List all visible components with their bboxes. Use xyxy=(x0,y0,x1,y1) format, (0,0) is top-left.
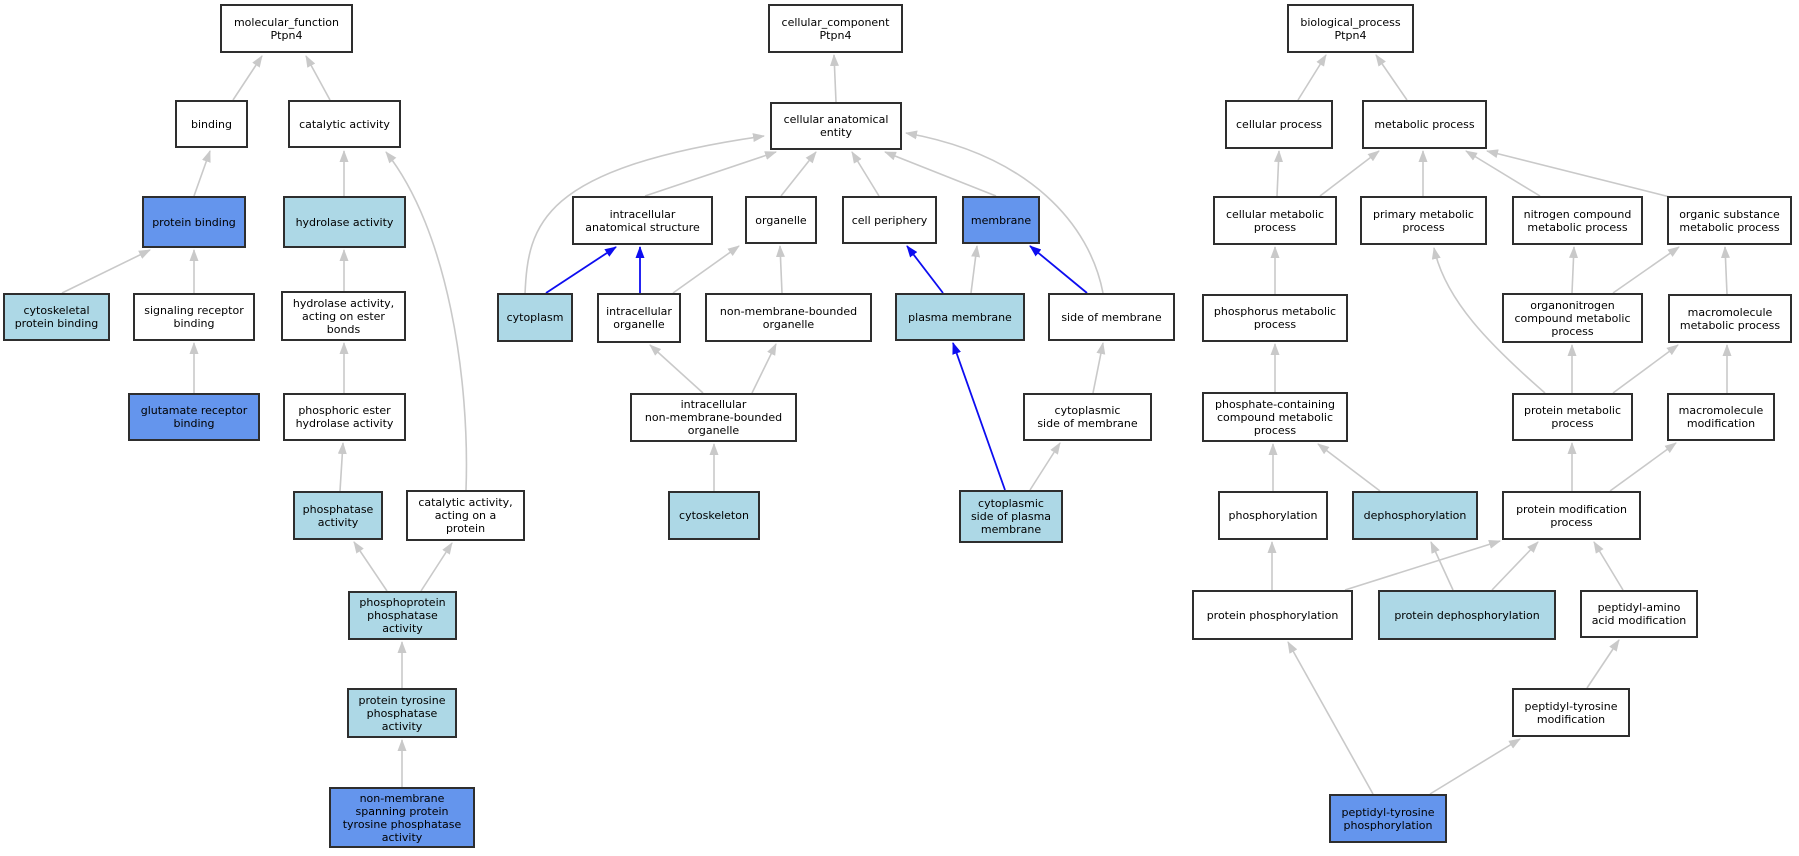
node-label-line: organelle xyxy=(762,317,815,331)
node-label-line: activity xyxy=(382,622,423,635)
node-label-line: cytoplasm xyxy=(506,311,564,324)
node-intracellular-non-membrane-bounded-organelle[interactable] xyxy=(630,393,797,442)
node-label-line: modification xyxy=(1686,417,1756,430)
node-label-line: activity xyxy=(381,719,423,733)
node-non-membrane-spanning-protein-tyrosine-phosphatase-activity[interactable] xyxy=(329,787,475,848)
edge-protein-dephosphorylation--dephosphorylation xyxy=(1431,542,1453,590)
node-protein-metabolic-process[interactable] xyxy=(1512,393,1633,441)
node-label-line: side of plasma xyxy=(970,510,1052,523)
node-label-line: process xyxy=(1253,220,1297,234)
node-biological-process-root[interactable] xyxy=(1287,4,1414,53)
node-binding[interactable] xyxy=(175,100,248,148)
node-label-line: activity xyxy=(317,515,359,529)
edge-phosphoprotein-phosphatase-activity--phosphatase-activity xyxy=(354,542,387,591)
edge-non-membrane-bounded-organelle--organelle xyxy=(780,246,782,293)
node-label-line: phosphorylation xyxy=(1343,818,1433,832)
node-label-line: hydrolase activity xyxy=(295,417,394,430)
node-cellular-anatomical-entity[interactable] xyxy=(770,102,902,150)
node-cytoskeleton[interactable] xyxy=(668,491,760,540)
node-label-line: protein metabolic xyxy=(1523,404,1621,417)
node-membrane[interactable] xyxy=(962,196,1040,244)
node-phosphoprotein-phosphatase-activity[interactable] xyxy=(348,591,457,640)
edge-plasma-membrane--cell-periphery xyxy=(907,246,943,293)
node-label-line: macromolecule xyxy=(1687,305,1773,319)
node-label-line: binding xyxy=(173,317,215,330)
node-label-line: organonitrogen xyxy=(1530,298,1615,312)
edge-protein-modification-process--macromolecule-modification xyxy=(1610,443,1676,491)
node-cytoplasmic-side-of-membrane[interactable] xyxy=(1023,393,1152,441)
node-label-line: peptidyl-tyrosine xyxy=(1524,699,1618,713)
node-dephosphorylation[interactable] xyxy=(1352,491,1478,540)
node-label-line: cellular metabolic xyxy=(1225,207,1325,221)
node-label-line: macromolecule xyxy=(1678,404,1764,417)
node-label-line: phosphorylation xyxy=(1228,509,1318,522)
node-label-line: activity xyxy=(381,830,423,844)
node-label-line: protein phosphorylation xyxy=(1206,608,1339,622)
node-label-line: intracellular xyxy=(680,398,747,411)
node-label-line: process xyxy=(1551,324,1594,338)
node-protein-binding[interactable] xyxy=(142,196,246,248)
node-label-line: phosphatase xyxy=(367,609,438,622)
node-label-line: catalytic activity, xyxy=(418,496,513,509)
node-label-line: compound metabolic xyxy=(1514,311,1631,325)
node-label-line: protein binding xyxy=(14,317,99,330)
node-label-line: acting on ester xyxy=(302,309,385,323)
node-label-line: primary metabolic xyxy=(1373,207,1474,221)
edge-organonitrogen-compound-metabolic-process--organic-substance-metabolic-process xyxy=(1613,247,1679,293)
edge-macromolecule-metabolic-process--organic-substance-metabolic-process xyxy=(1725,247,1727,294)
node-primary-metabolic-process[interactable] xyxy=(1360,196,1487,245)
edge-intracellular-non-membrane-bounded-organelle--intracellular-organelle xyxy=(650,345,703,393)
node-peptidyl-tyrosine-modification[interactable] xyxy=(1512,688,1630,737)
edge-protein-dephosphorylation--protein-modification-process xyxy=(1492,542,1538,590)
node-intracellular-organelle[interactable] xyxy=(597,293,681,343)
edge-cellular-anatomical-entity--cellular-component-root xyxy=(834,55,836,102)
edge-organelle--cellular-anatomical-entity xyxy=(781,152,816,196)
node-phosphorus-metabolic-process[interactable] xyxy=(1202,294,1348,342)
node-organonitrogen-compound-metabolic-process[interactable] xyxy=(1502,293,1643,343)
node-label-line: organelle xyxy=(613,318,665,331)
edge-binding--molecular-function-root xyxy=(233,56,262,100)
node-label-line: entity xyxy=(820,126,852,139)
node-label-line: Ptpn4 xyxy=(819,28,852,42)
edge-peptidyl-amino-acid-modification--protein-modification-process xyxy=(1594,542,1623,590)
edge-phosphatase-activity--phosphoric-ester-hydrolase-activity xyxy=(340,443,343,491)
node-label-line: tyrosine phosphatase xyxy=(342,817,462,831)
node-cellular-metabolic-process[interactable] xyxy=(1213,196,1337,245)
node-label-line: cytoplasmic xyxy=(1054,404,1121,417)
node-label-line: glutamate receptor xyxy=(140,404,248,417)
node-label-line: dephosphorylation xyxy=(1363,509,1467,522)
node-label-line: cytoskeleton xyxy=(679,509,749,522)
node-metabolic-process[interactable] xyxy=(1362,100,1487,149)
node-peptidyl-amino-acid-modification[interactable] xyxy=(1580,590,1698,638)
node-non-membrane-bounded-organelle[interactable] xyxy=(705,293,872,342)
edge-peptidyl-tyrosine-modification--peptidyl-amino-acid-modification xyxy=(1587,640,1619,688)
node-plasma-membrane[interactable] xyxy=(895,293,1025,341)
edge-intracellular-organelle--organelle xyxy=(673,246,739,293)
node-label-line: membrane xyxy=(980,523,1042,536)
node-label-line: hydrolase activity xyxy=(295,215,394,229)
node-label-line: phosphatase xyxy=(366,706,438,720)
node-protein-phosphorylation[interactable] xyxy=(1192,590,1353,640)
node-label-line: modification xyxy=(1536,712,1606,726)
node-label-line: non-membrane xyxy=(359,791,445,805)
node-label-line: Ptpn4 xyxy=(270,28,303,42)
node-macromolecule-metabolic-process[interactable] xyxy=(1668,294,1792,343)
node-label-line: phosphoric ester xyxy=(298,404,391,417)
node-label-line: phosphate-containing xyxy=(1214,397,1335,411)
node-label-line: organic substance xyxy=(1679,207,1780,221)
node-label-line: catalytic activity xyxy=(299,117,390,131)
edge-phosphoprotein-phosphatase-activity--catalytic-activity-acting-on-a-protein xyxy=(421,543,452,591)
edge-side-of-membrane--membrane xyxy=(1030,246,1087,293)
node-label-line: phosphoprotein xyxy=(359,596,446,609)
node-label-line: cell periphery xyxy=(851,213,928,227)
node-label-line: protein dephosphorylation xyxy=(1394,608,1540,622)
node-label-line: compound metabolic xyxy=(1216,410,1334,424)
node-label-line: cytoplasmic xyxy=(978,497,1044,510)
node-cytoplasmic-side-of-plasma-membrane[interactable] xyxy=(959,490,1063,543)
node-label-line: side of membrane xyxy=(1061,310,1162,324)
edge-organonitrogen-compound-metabolic-process--nitrogen-compound-metabolic-process xyxy=(1572,247,1574,293)
node-label-line: intracellular xyxy=(609,207,676,221)
node-label-line: phosphorus metabolic xyxy=(1213,305,1337,318)
node-cell-periphery[interactable] xyxy=(842,196,937,244)
node-glutamate-receptor-binding[interactable] xyxy=(128,393,260,441)
node-label-line: acting on a xyxy=(434,509,497,522)
edge-dephosphorylation--phosphate-containing-compound-metabolic-process xyxy=(1318,444,1380,491)
edge-peptidyl-tyrosine-phosphorylation--peptidyl-tyrosine-modification xyxy=(1430,739,1520,794)
node-label-line: process xyxy=(1253,423,1297,437)
node-label-line: bonds xyxy=(326,322,361,336)
edge-cytoplasmic-side-of-plasma-membrane--cytoplasmic-side-of-membrane xyxy=(1030,443,1060,490)
node-label-line: protein modification xyxy=(1516,502,1627,516)
node-label-line: protein binding xyxy=(152,215,236,229)
node-label-line: metabolic process xyxy=(1679,220,1780,234)
node-label-line: binding xyxy=(190,117,232,131)
edge-plasma-membrane--membrane xyxy=(971,246,977,293)
edge-intracellular-non-membrane-bounded-organelle--non-membrane-bounded-organelle xyxy=(752,344,776,393)
node-label-line: Ptpn4 xyxy=(1334,28,1367,42)
node-hydrolase-activity-ester-bonds[interactable] xyxy=(281,291,406,341)
node-label-line: organelle xyxy=(687,424,740,437)
edge-catalytic-activity--molecular-function-root xyxy=(306,56,330,100)
edge-intracellular-anatomical-structure--cellular-anatomical-entity xyxy=(645,152,776,196)
node-signaling-receptor-binding[interactable] xyxy=(133,293,255,341)
edge-membrane--cellular-anatomical-entity xyxy=(885,152,996,196)
node-label-line: phosphatase xyxy=(302,502,374,516)
node-label-line: non-membrane-bounded xyxy=(644,411,783,424)
edge-cytoplasmic-side-of-membrane--side-of-membrane xyxy=(1093,343,1103,393)
node-label-line: cellular anatomical xyxy=(783,113,889,126)
edge-nitrogen-compound-metabolic-process--metabolic-process xyxy=(1466,151,1540,196)
node-label-line: hydrolase activity, xyxy=(292,296,395,310)
node-cytoplasm[interactable] xyxy=(497,293,573,342)
edge-cellular-metabolic-process--cellular-process xyxy=(1277,151,1279,196)
node-label-line: anatomical structure xyxy=(585,220,700,234)
edge-protein-metabolic-process--macromolecule-metabolic-process xyxy=(1613,345,1678,393)
node-phosphorylation[interactable] xyxy=(1218,491,1328,540)
node-label-line: peptidyl-tyrosine xyxy=(1341,805,1435,819)
node-protein-tyrosine-phosphatase-activity[interactable] xyxy=(347,688,457,738)
edge-protein-phosphorylation--protein-modification-process xyxy=(1345,541,1500,590)
node-label-line: nitrogen compound xyxy=(1523,207,1632,221)
node-macromolecule-modification[interactable] xyxy=(1667,393,1775,441)
node-protein-modification-process[interactable] xyxy=(1502,491,1641,540)
node-cellular-component-root[interactable] xyxy=(768,4,903,53)
node-label-line: metabolic process xyxy=(1679,318,1781,332)
node-label-line: process xyxy=(1402,220,1445,234)
node-label-line: cellular_component xyxy=(781,15,890,29)
node-hydrolase-activity[interactable] xyxy=(283,196,406,248)
node-label-line: protein xyxy=(445,522,486,535)
node-label-line: biological_process xyxy=(1300,15,1401,29)
node-phosphate-containing-compound-metabolic-process[interactable] xyxy=(1202,392,1348,442)
node-label-line: binding xyxy=(173,417,215,430)
node-label-line: membrane xyxy=(970,213,1032,227)
node-catalytic-activity[interactable] xyxy=(288,100,401,148)
node-protein-dephosphorylation[interactable] xyxy=(1378,590,1556,640)
edge-cytoplasm--intracellular-anatomical-structure xyxy=(546,247,616,293)
edge-metabolic-process--biological-process-root xyxy=(1376,55,1407,100)
edge-cellular-process--biological-process-root xyxy=(1298,55,1326,100)
node-peptidyl-tyrosine-phosphorylation[interactable] xyxy=(1329,794,1447,843)
node-side-of-membrane[interactable] xyxy=(1048,293,1175,341)
edge-peptidyl-tyrosine-phosphorylation--protein-phosphorylation xyxy=(1288,642,1373,794)
node-intracellular-anatomical-structure[interactable] xyxy=(572,196,713,245)
node-label-line: process xyxy=(1551,417,1594,430)
node-label-line: organelle xyxy=(755,213,807,227)
node-phosphatase-activity[interactable] xyxy=(293,491,383,540)
node-label-line: metabolic process xyxy=(1374,118,1475,131)
edge-cellular-metabolic-process--metabolic-process xyxy=(1320,151,1379,196)
node-label-line: cytoskeletal xyxy=(23,304,90,317)
node-organelle[interactable] xyxy=(745,196,817,244)
node-label-line: plasma membrane xyxy=(908,310,1012,324)
node-label-line: protein tyrosine xyxy=(358,693,446,707)
node-cellular-process[interactable] xyxy=(1225,100,1333,149)
node-label-line: peptidyl-amino xyxy=(1597,601,1681,614)
node-phosphoric-ester-hydrolase-activity[interactable] xyxy=(283,393,406,441)
edge-protein-binding--binding xyxy=(194,151,210,196)
node-label-line: cellular process xyxy=(1236,118,1322,131)
node-label-line: intracellular xyxy=(606,305,672,318)
edge-organic-substance-metabolic-process--metabolic-process xyxy=(1487,151,1670,197)
edge-cytoskeletal-protein-binding--protein-binding xyxy=(62,250,150,293)
node-label-line: process xyxy=(1550,515,1593,529)
node-label-line: spanning protein xyxy=(355,804,449,818)
node-label-line: process xyxy=(1253,318,1297,331)
node-molecular-function-root[interactable] xyxy=(220,4,353,53)
edge-cell-periphery--cellular-anatomical-entity xyxy=(852,152,879,196)
node-label-line: acid modification xyxy=(1591,614,1687,627)
node-label-line: metabolic process xyxy=(1527,220,1628,234)
node-label-line: signaling receptor xyxy=(144,304,244,317)
node-cytoskeletal-protein-binding[interactable] xyxy=(3,293,110,341)
node-label-line: molecular_function xyxy=(233,15,340,29)
node-organic-substance-metabolic-process[interactable] xyxy=(1667,196,1792,245)
node-catalytic-activity-acting-on-a-protein[interactable] xyxy=(406,490,525,541)
node-label-line: side of membrane xyxy=(1037,417,1138,430)
node-label-line: non-membrane-bounded xyxy=(719,304,858,318)
node-nitrogen-compound-metabolic-process[interactable] xyxy=(1512,196,1643,245)
edge-cytoplasmic-side-of-plasma-membrane--plasma-membrane xyxy=(953,343,1005,490)
